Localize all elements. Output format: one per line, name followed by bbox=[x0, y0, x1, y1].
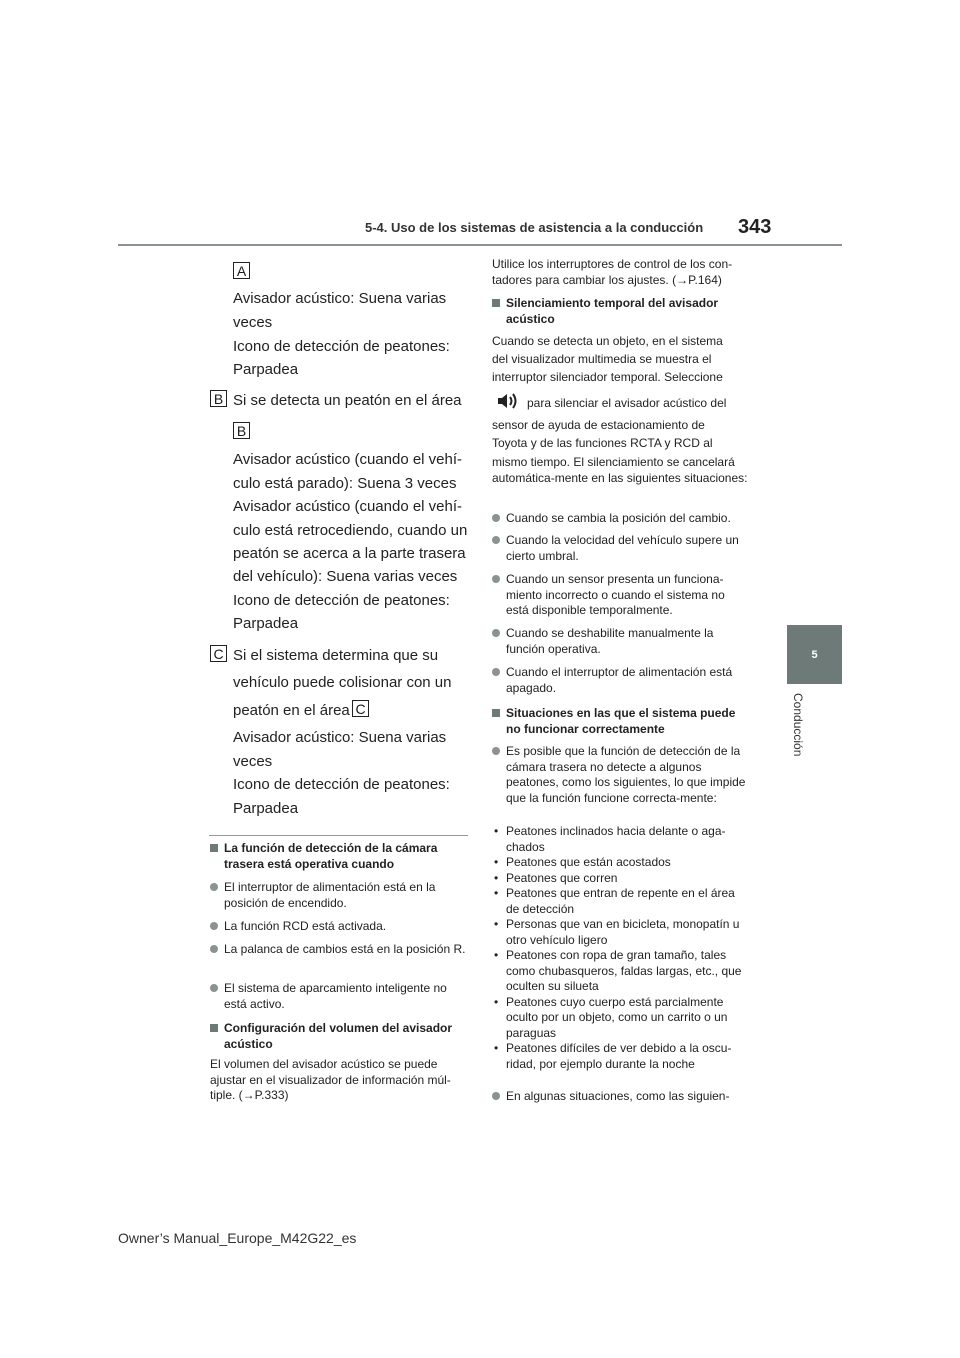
camera-heading-text: La función de detección de la cámara trasera está operativa cuando bbox=[224, 841, 438, 871]
c-intro-2: vehículo puede colisionar con un bbox=[233, 674, 452, 691]
fail-subitem bbox=[492, 824, 750, 855]
label-b-marker bbox=[210, 390, 227, 407]
c-line-4: Parpadea bbox=[233, 800, 299, 817]
mute-item-4 bbox=[492, 626, 750, 657]
circle-bullet-icon bbox=[492, 514, 500, 522]
fail-item-2 bbox=[492, 1089, 750, 1105]
fail-subitem-text: Personas que van en bicicleta, monopatín u otro vehículo ligero bbox=[506, 917, 740, 947]
camera-item-text: El interruptor de alimentación está en la posición de encendido. bbox=[224, 880, 436, 910]
dash-bullet-icon: • bbox=[494, 948, 499, 962]
b-line-8: Parpadea bbox=[233, 615, 299, 632]
camera-item-text: La función RCD está activada. bbox=[224, 919, 387, 933]
square-bullet-icon bbox=[210, 1024, 218, 1032]
a-line-2: veces bbox=[233, 314, 273, 331]
fail-heading bbox=[492, 706, 750, 737]
speaker-mute-icon bbox=[496, 391, 520, 411]
label-c-text-2: C bbox=[355, 700, 366, 717]
camera-item-3 bbox=[210, 942, 468, 958]
footer-text: Owner’s Manual_Europe_M42G22_es bbox=[118, 1230, 357, 1246]
dash-bullet-icon: • bbox=[494, 824, 499, 838]
mute-p1-line-3: interruptor silenciador temporal. Seleccione bbox=[492, 370, 723, 384]
c-line-3: Icono de detección de peatones: bbox=[233, 776, 450, 793]
fail-subitem-text: Peatones cuyo cuerpo está parcialmente oculto por un objeto, como un carrito o un paraguas bbox=[506, 994, 728, 1040]
mute-item-2 bbox=[492, 533, 750, 564]
mute-item-text: Cuando se cambia la posición del cambio. bbox=[506, 511, 731, 525]
volume-heading-text: Configuración del volumen del avisador acústico bbox=[224, 1021, 453, 1051]
fail-item-text: Es posible que la función de detección de la cámara trasera no detecte a algunos peatones, como los siguientes, lo que impide que la función funcione correcta-mente: bbox=[506, 744, 746, 805]
mute-heading-text: Silenciamiento temporal del avisador acústico bbox=[506, 296, 719, 326]
dash-bullet-icon: • bbox=[494, 917, 499, 931]
mute-p2: mismo tiempo. El silenciamiento se cancelará automática-mente en las siguientes situaciones: bbox=[492, 455, 748, 485]
mute-item-text: Cuando el interruptor de alimentación está apagado. bbox=[506, 665, 733, 695]
c-intro-1: Si el sistema determina que su bbox=[233, 647, 439, 664]
mute-p1-line-2: del visualizador multimedia se muestra el bbox=[492, 352, 712, 366]
circle-bullet-icon bbox=[210, 945, 218, 953]
label-c-inline-box bbox=[352, 700, 369, 717]
chapter-tab bbox=[787, 625, 842, 684]
circle-bullet-icon bbox=[210, 984, 218, 992]
fail-subitem-text: Peatones inclinados hacia delante o aga-chados bbox=[506, 824, 726, 854]
camera-item-text: El sistema de aparcamiento inteligente no está activo. bbox=[224, 981, 447, 1011]
label-b-text: B bbox=[213, 390, 224, 407]
fail-item-1 bbox=[492, 744, 750, 806]
label-c-marker bbox=[210, 645, 227, 662]
volume-heading bbox=[210, 1021, 468, 1052]
camera-item-2 bbox=[210, 919, 468, 935]
mute-p1-rest-2: Toyota y de las funciones RCTA y RCD al bbox=[492, 436, 713, 450]
mute-item-1 bbox=[492, 511, 750, 527]
camera-item-text: La palanca de cambios está en la posición R. bbox=[224, 942, 466, 956]
chapter-label: Conducción bbox=[791, 693, 805, 757]
fail-subitem-text: Peatones que corren bbox=[506, 870, 618, 885]
fail-subitem bbox=[492, 886, 750, 917]
camera-item-4 bbox=[210, 981, 468, 1012]
column-rule bbox=[209, 835, 468, 836]
label-a-text: A bbox=[236, 262, 247, 279]
fail-item-text: En algunas situaciones, como las siguien- bbox=[506, 1089, 730, 1103]
b-line-5: peatón se acerca a la parte trasera bbox=[233, 545, 466, 562]
c-line-2: veces bbox=[233, 753, 273, 770]
mute-p1-rest-1: sensor de ayuda de estacionamiento de bbox=[492, 418, 705, 432]
volume-text: El volumen del avisador acústico se puede ajustar en el visualizador de información múl-tiple. (→P.333) bbox=[210, 1057, 451, 1102]
square-bullet-icon bbox=[492, 299, 500, 307]
b-intro: Si se detecta un peatón en el área bbox=[233, 392, 462, 409]
b-line-4: culo está retrocediendo, cuando un bbox=[233, 522, 468, 539]
mute-item-3 bbox=[492, 572, 750, 619]
b-line-3: Avisador acústico (cuando el vehí- bbox=[233, 498, 463, 515]
fail-subitem bbox=[492, 871, 750, 887]
circle-bullet-icon bbox=[492, 575, 500, 583]
intro-text: Utilice los interruptores de control de los con-tadores para cambiar los ajustes. (→P.164) bbox=[492, 257, 733, 287]
fail-subitem bbox=[492, 948, 750, 995]
fail-heading-text: Situaciones en las que el sistema puede no funcionar correctamente bbox=[506, 706, 736, 736]
fail-subitem-text: Peatones con ropa de gran tamaño, tales como chubasqueros, faldas largas, etc., que oculten su silueta bbox=[506, 948, 742, 993]
mute-heading bbox=[492, 296, 748, 327]
mute-item-text: Cuando un sensor presenta un funciona-miento incorrecto o cuando el sistema no está disponible temporalmente. bbox=[506, 572, 725, 617]
page-number: 343 bbox=[738, 216, 772, 238]
dash-bullet-icon: • bbox=[494, 886, 499, 900]
b-line-7: Icono de detección de peatones: bbox=[233, 592, 450, 609]
circle-bullet-icon bbox=[492, 629, 500, 637]
circle-bullet-icon bbox=[492, 747, 500, 755]
chapter-number: 5 bbox=[811, 648, 818, 661]
fail-subitem-text: Peatones difíciles de ver debido a la oscu-ridad, por ejemplo durante la noche bbox=[506, 1041, 732, 1071]
circle-bullet-icon bbox=[492, 1092, 500, 1100]
fail-subitem-text: Peatones que están acostados bbox=[506, 855, 671, 869]
fail-subitem bbox=[492, 855, 750, 871]
mute-item-text: Cuando se deshabilite manualmente la función operativa. bbox=[506, 626, 714, 656]
label-b-text-2: B bbox=[236, 422, 247, 439]
b-line-6: del vehículo): Suena varias veces bbox=[233, 568, 458, 585]
dash-bullet-icon: • bbox=[494, 1041, 499, 1055]
mute-p1-line-1: Cuando se detecta un objeto, en el sistema bbox=[492, 334, 723, 348]
square-bullet-icon bbox=[492, 709, 500, 717]
b-line-2: culo está parado): Suena 3 veces bbox=[233, 475, 457, 492]
square-bullet-icon bbox=[210, 844, 218, 852]
circle-bullet-icon bbox=[492, 668, 500, 676]
fail-subitem bbox=[492, 1041, 750, 1072]
fail-subitem-text: Peatones que entran de repente en el área de detección bbox=[506, 886, 735, 916]
mute-p1-after-icon: para silenciar el avisador acústico del bbox=[527, 396, 727, 410]
b-line-1: Avisador acústico (cuando el vehí- bbox=[233, 451, 463, 468]
camera-heading bbox=[210, 841, 468, 872]
dash-bullet-icon: • bbox=[494, 870, 499, 885]
mute-item-text: Cuando la velocidad del vehículo supere un cierto umbral. bbox=[506, 533, 739, 563]
header-rule bbox=[118, 244, 842, 246]
label-b-box bbox=[233, 422, 250, 439]
dash-bullet-icon: • bbox=[494, 994, 499, 1009]
circle-bullet-icon bbox=[210, 883, 218, 891]
mute-item-5 bbox=[492, 665, 750, 696]
c-line-1: Avisador acústico: Suena varias bbox=[233, 729, 447, 746]
c-intro-3: peatón en el área bbox=[233, 702, 350, 719]
fail-subitem bbox=[492, 917, 750, 948]
a-line-1: Avisador acústico: Suena varias bbox=[233, 290, 447, 307]
section-title: 5-4. Uso de los sistemas de asistencia a la conducción bbox=[365, 220, 704, 235]
label-c-text: C bbox=[213, 645, 224, 662]
circle-bullet-icon bbox=[492, 536, 500, 544]
fail-subitem bbox=[492, 995, 750, 1042]
dash-bullet-icon: • bbox=[494, 855, 499, 869]
a-line-4: Parpadea bbox=[233, 361, 299, 378]
a-line-3: Icono de detección de peatones: bbox=[233, 338, 450, 355]
circle-bullet-icon bbox=[210, 922, 218, 930]
fail-subitems bbox=[492, 824, 750, 1072]
label-a-box bbox=[233, 262, 250, 279]
camera-item-1 bbox=[210, 880, 468, 911]
